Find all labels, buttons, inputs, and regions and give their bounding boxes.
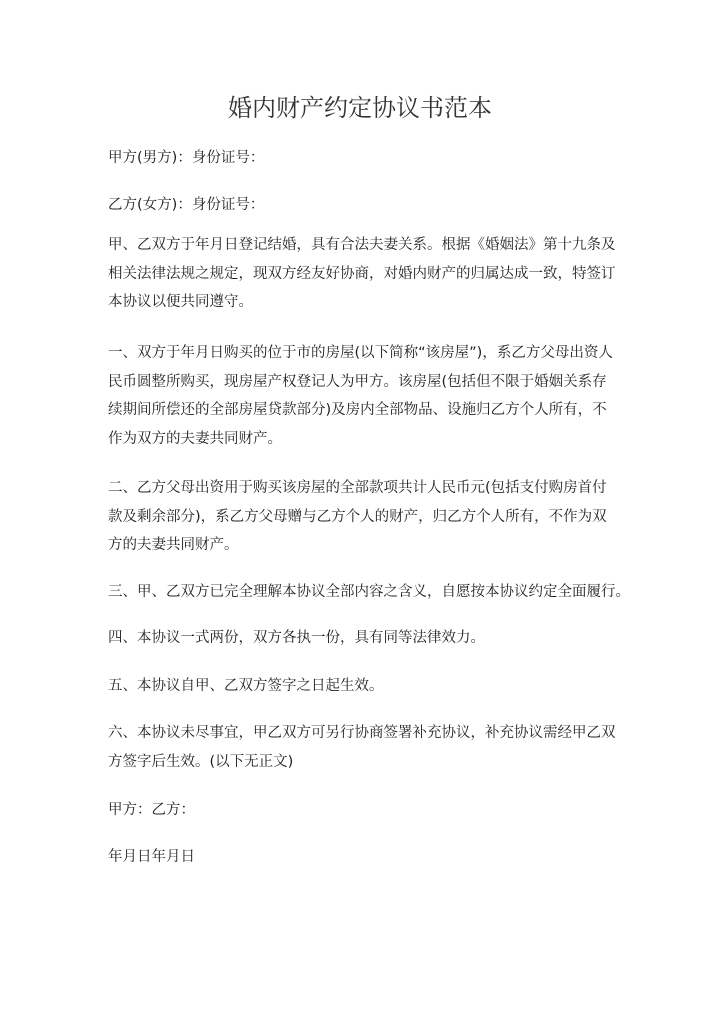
clause-5 (108, 672, 628, 701)
text-line: 乙方(女方)：身份证号： (108, 197, 265, 213)
date-line (108, 843, 628, 872)
text-line: 一、双方于年月日购买的位于市的房屋(以下简称“该房屋”)，系乙方父母出资人 (108, 345, 613, 361)
text-line: 三、甲、乙双方已完全理解本协议全部内容之含义，自愿按本协议约定全面履行。 (108, 584, 630, 600)
text-line: 甲方：乙方： (108, 802, 195, 818)
text-line: 作为双方的夫妻共同财产。 (108, 430, 282, 447)
text-line: 六、本协议未尽事宜，甲乙双方可另行协商签署补充协议，补充协议需经甲乙双 (108, 725, 616, 741)
text-line: 续期间所偿还的全部房屋贷款部分)及房内全部物品、设施归乙方个人所有，不 (108, 402, 607, 418)
signature-line (108, 796, 628, 825)
preamble-paragraph (108, 231, 628, 317)
text-line: 款及剩余部分)，系乙方父母赠与乙方个人的财产，归乙方个人所有，不作为双 (108, 508, 607, 525)
text-line: 相关法律法规之规定，现双方经友好协商，对婚内财产的归属达成一致，特签订 (108, 265, 616, 282)
text-line: 年月日年月日 (108, 849, 195, 865)
clause-2 (108, 474, 628, 560)
clause-4 (108, 624, 628, 653)
document-title: 婚内财产约定协议书范本 (228, 94, 492, 122)
text-line: 本协议以便共同遵守。 (108, 294, 253, 310)
clause-1 (108, 339, 628, 453)
text-line: 方的夫妻共同财产。 (108, 537, 239, 553)
party-a-line (108, 144, 628, 173)
clause-3 (108, 578, 628, 607)
text-line: 五、本协议自甲、乙双方签字之日起生效。 (108, 678, 384, 694)
text-line: 甲、乙双方于年月日登记结婚，具有合法夫妻关系。根据《婚姻法》第十九条及 (108, 237, 616, 253)
text-line: 四、本协议一式两份，双方各执一份，具有同等法律效力。 (108, 630, 485, 646)
text-line: 二、乙方父母出资用于购买该房屋的全部款项共计人民币元(包括支付购房首付 (108, 480, 607, 496)
text-line: 民币圆整所购买，现房屋产权登记人为甲方。该房屋(包括但不限于婚姻关系存 (108, 373, 607, 390)
party-b-line (108, 191, 628, 220)
text-line: 甲方(男方)：身份证号： (108, 150, 265, 166)
text-line: 方签字后生效。(以下无正文) (108, 753, 294, 770)
clause-6 (108, 719, 628, 776)
